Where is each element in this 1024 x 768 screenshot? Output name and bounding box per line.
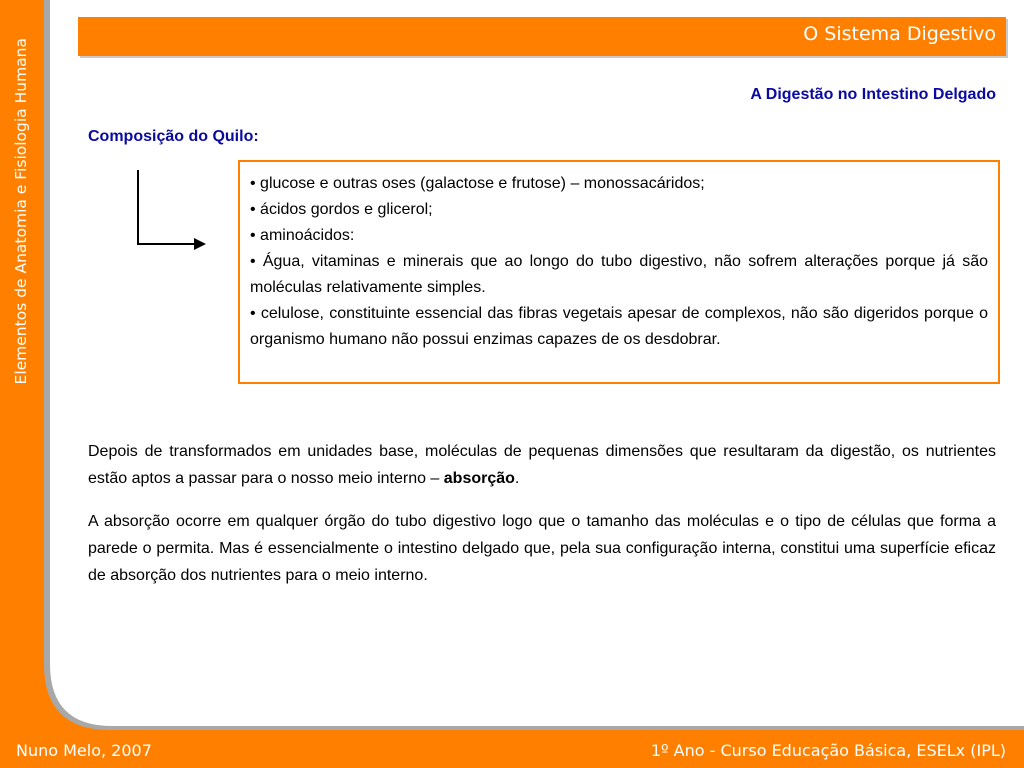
paragraph-end: . <box>514 470 520 487</box>
section-subtitle: A Digestão no Intestino Delgado <box>750 86 996 103</box>
list-item: • glucose e outras oses (galactose e frutose) – monossacáridos; <box>250 175 705 192</box>
header-bar <box>78 17 1006 56</box>
list-item: • Água, vitaminas e minerais que ao longo do tubo digestivo, não sofrem alterações porque já são moléculas relativamente simples. <box>250 253 988 296</box>
absorption-detail-paragraph: A absorção ocorre em qualquer órgão do tubo digestivo logo que o tamanho das moléculas e o tipo de células que forma a parede o permita. Mas é essencialmente o intestino delgado que, pela sua configuração interna, constitui uma superfície eficaz de absorção dos nutrientes para o meio interno. <box>88 513 996 584</box>
arrow-icon <box>128 165 218 260</box>
paragraph-text: Depois de transformados em unidades base, moléculas de pequenas dimensões que resultaram da digestão, os nutrientes estão aptos a passar para o nosso meio interno – <box>88 443 996 487</box>
list-item: • ácidos gordos e glicerol; <box>250 201 433 218</box>
sidebar-vertical-title <box>6 36 36 436</box>
absorption-intro-paragraph <box>88 438 996 492</box>
footer-course: 1º Ano - Curso Educação Básica, ESELx (IPL) <box>650 741 1006 760</box>
sidebar-title-text: Elementos de Anatomia e Fisiologia Humana <box>12 38 30 385</box>
list-item: • aminoácidos: <box>250 227 355 244</box>
composition-heading: Composição do Quilo: <box>88 128 259 145</box>
composition-list <box>238 160 1000 384</box>
list-item: • celulose, constituinte essencial das fibras vegetais apesar de complexos, não são digeridos porque o organismo humano não possui enzimas capazes de os desdobrar. <box>250 305 988 348</box>
page-title: O Sistema Digestivo <box>803 23 996 45</box>
footer-author: Nuno Melo, 2007 <box>16 741 152 760</box>
bold-term: absorção <box>443 470 515 487</box>
